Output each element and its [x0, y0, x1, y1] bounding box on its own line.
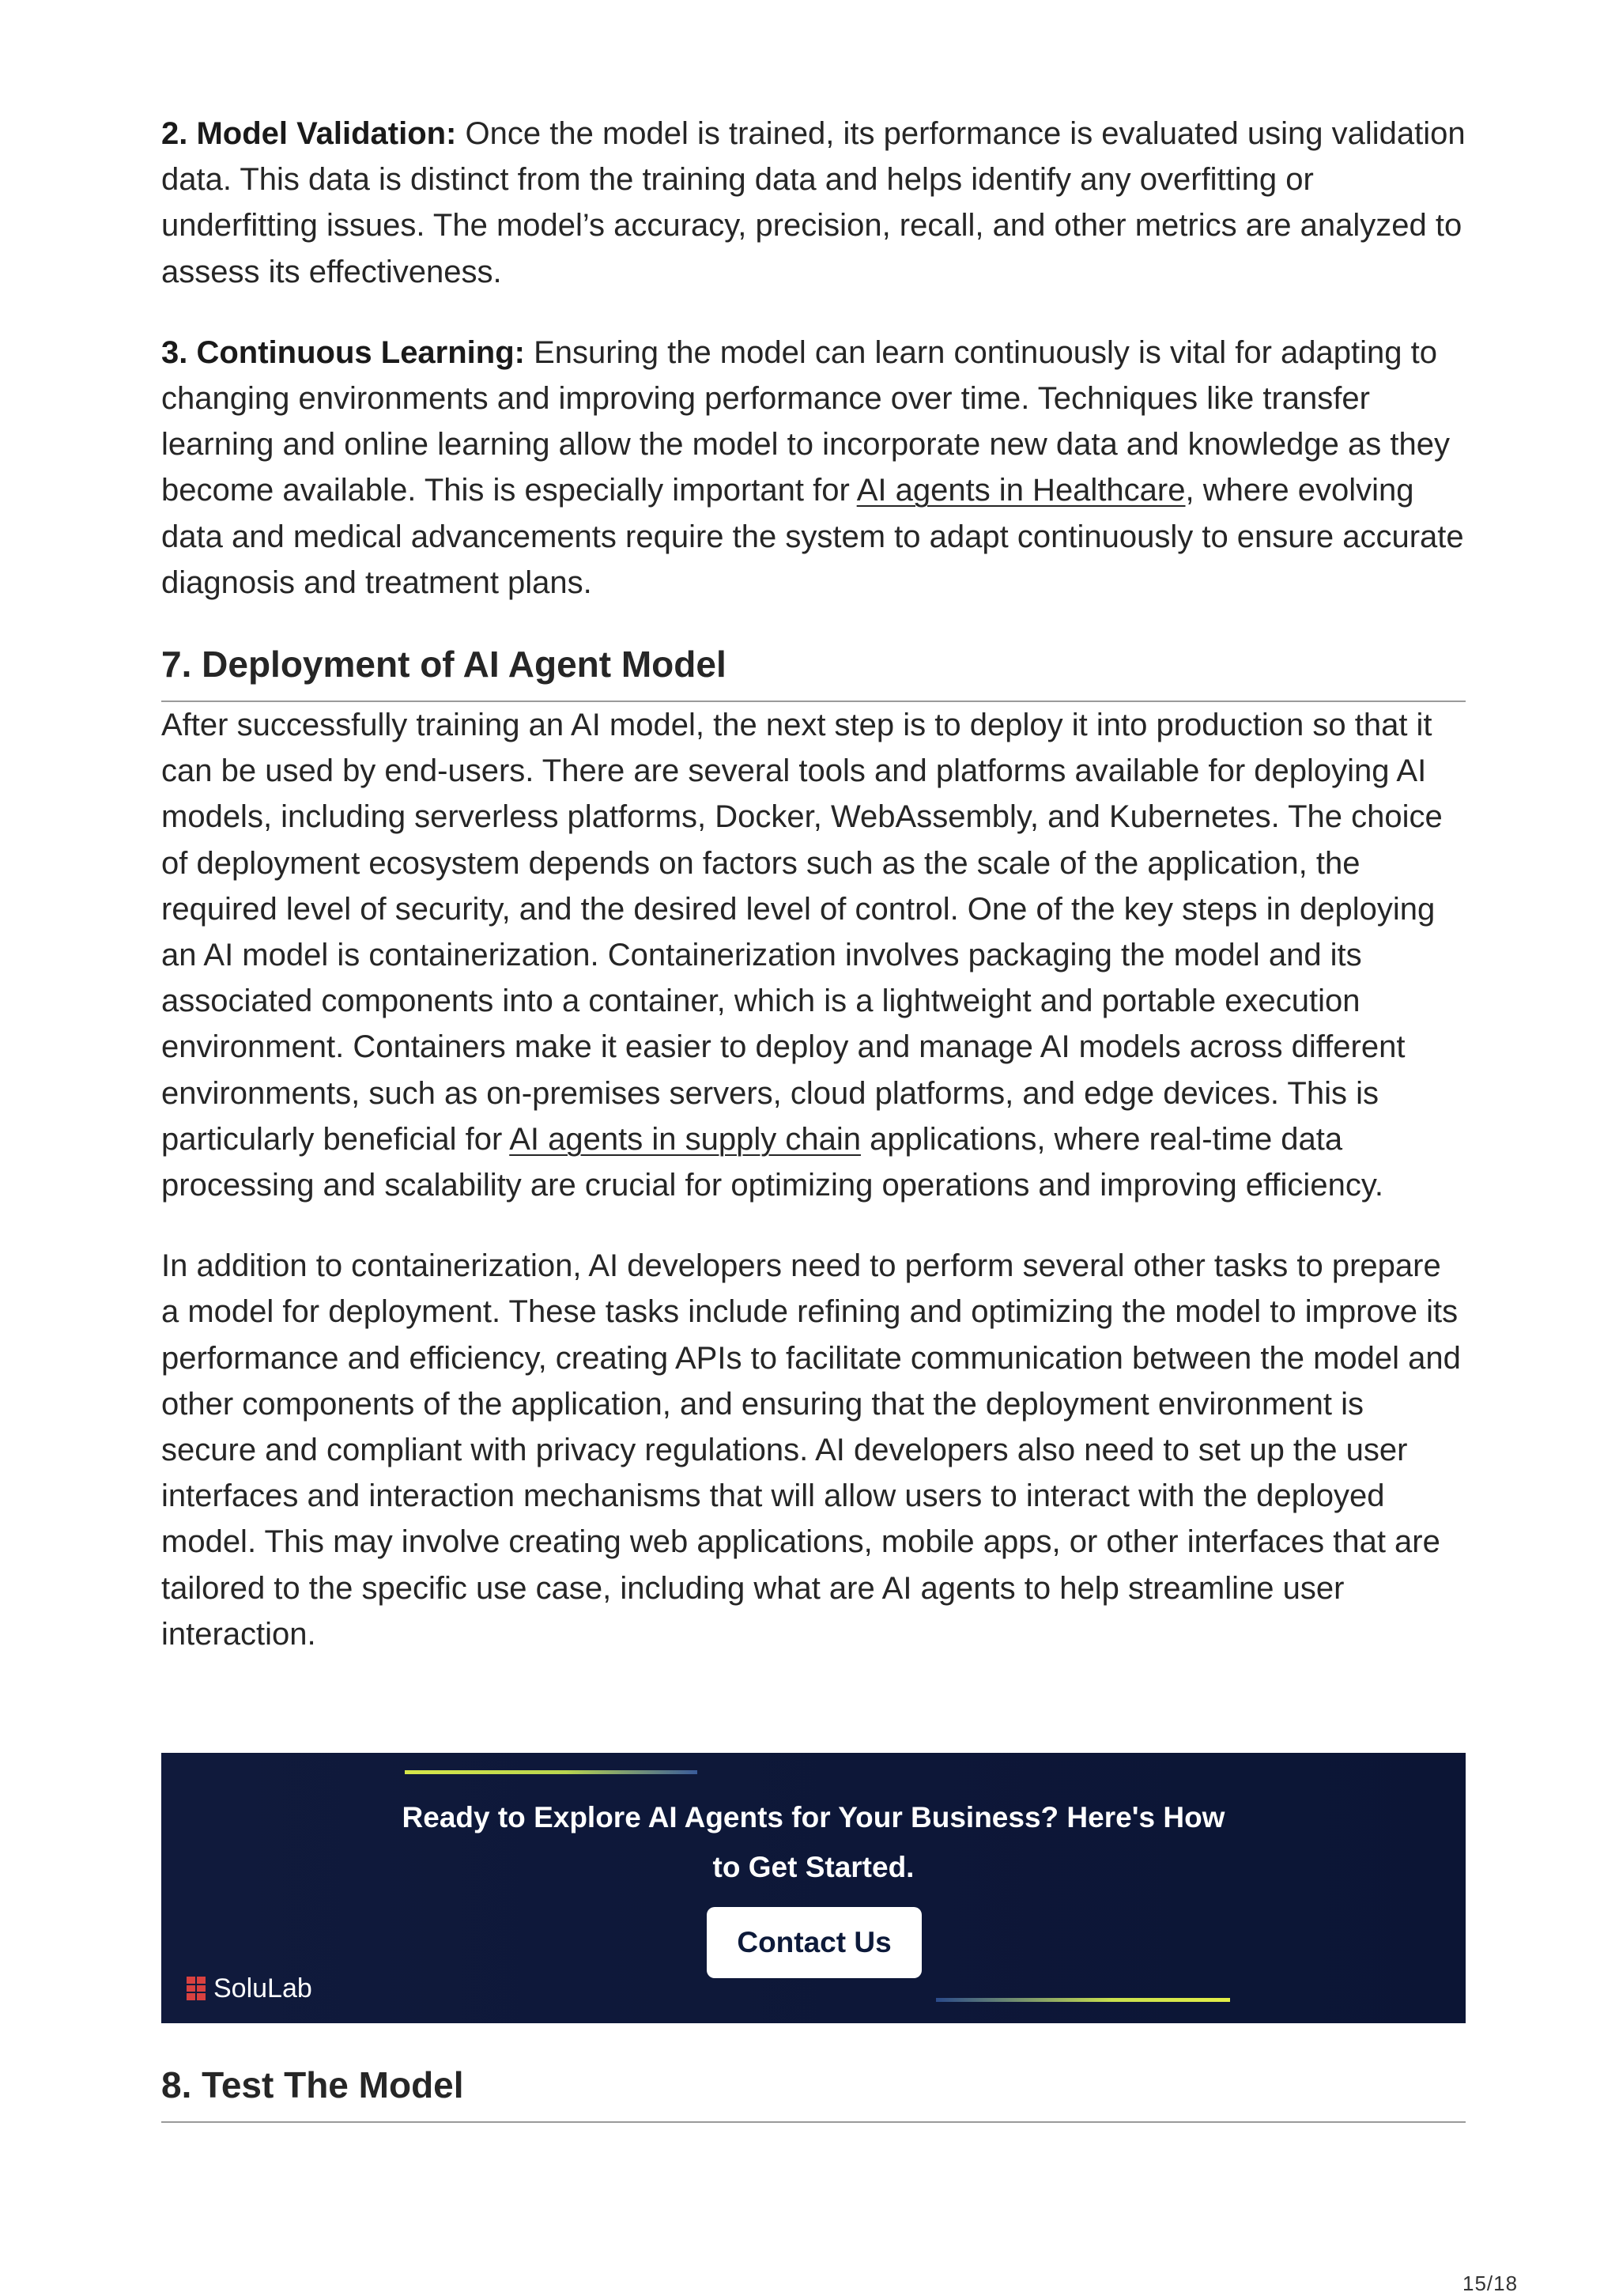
brand-logo	[187, 1971, 312, 2006]
paragraph-text: After successfully training an AI model, the next step is to deploy it into production so that it can be used by end-users. There are several tools and platforms available for deploying AI models, including serverless platforms, Docker, WebAssembly, and Kubernetes. The choice of deployment ecosystem depends on factors such as the scale of the application, the required level of security, and the desired level of control. One of the key steps in deploying an AI model is containerization. Containerization involves packaging the model and its associated components into a container, which is a lightweight and portable execution environment. Containers make it easier to deploy and manage AI models across different environments, such as on-premises servers, cloud platforms, and edge devices. This is particularly beneficial for	[161, 708, 1443, 1157]
paragraph-text: Once the model is trained, its performance is evaluated using validation data. This data is distinct from the training data and helps identify any overfitting or underfitting issues. The model’s accuracy, precision, recall, and other metrics are analyzed to assess its effectiveness.	[161, 116, 1466, 289]
brand-name: SoluLab	[213, 1973, 312, 2003]
paragraph-text: Ensuring the model can learn continuously is vital for adapting to changing environments and improving performance over time. Techniques like transfer learning and online learning allow the model to incorporate new data and knowledge as they become available. This is especially important for	[161, 334, 1450, 508]
banner-headline	[398, 1792, 1228, 1892]
accent-bar-bottom	[936, 1998, 1230, 2002]
document-body	[161, 111, 1466, 1692]
page-number: 15/18	[1462, 2271, 1519, 2295]
link-ai-agents-supply-chain[interactable]: AI agents in supply chain	[509, 1121, 861, 1157]
banner-headline-line-2: to Get Started.	[712, 1851, 915, 1883]
solulab-logo-icon	[187, 1977, 206, 2000]
paragraph-text: , where evolving data and medical advancements require the system to adapt continuously to ensure accurate diagnosis and treatment plans.	[161, 473, 1464, 600]
cta-banner	[161, 1753, 1466, 2023]
paragraph-text: applications, where real-time data processing and scalability are crucial for optimizing operations and improving efficiency.	[161, 1121, 1383, 1203]
paragraph-continuous-learning	[161, 330, 1466, 606]
paragraph-deployment-2: In addition to containerization, AI developers need to perform several other tasks to prepare a model for deployment. These tasks include refining and optimizing the model to improve its performance and efficiency, creating APIs to facilitate communication between the model and other components of the application, and ensuring that the deployment environment is secure and compliant with privacy regulations. AI developers also need to set up the user interfaces and interaction mechanisms that will allow users to interact with the deployed model. This may involve creating web applications, mobile apps, or other interfaces that are tailored to the specific use case, including what are AI agents to help streamline user interaction.	[161, 1248, 1461, 1652]
paragraph-label: 3. Continuous Learning:	[161, 334, 525, 370]
link-ai-agents-healthcare[interactable]: AI agents in Healthcare	[856, 473, 1186, 508]
section-heading-deployment: 7. Deployment of AI Agent Model	[161, 640, 1466, 702]
accent-bar-top	[405, 1770, 697, 1774]
section-heading-test-model: 8. Test The Model	[161, 2061, 1466, 2123]
paragraph-label: 2. Model Validation:	[161, 116, 457, 151]
paragraph-deployment-1	[161, 702, 1466, 1208]
contact-us-button[interactable]: Contact Us	[707, 1907, 922, 1978]
banner-headline-line-1: Ready to Explore AI Agents for Your Business? Here's How	[402, 1801, 1225, 1833]
paragraph-model-validation	[161, 111, 1466, 295]
